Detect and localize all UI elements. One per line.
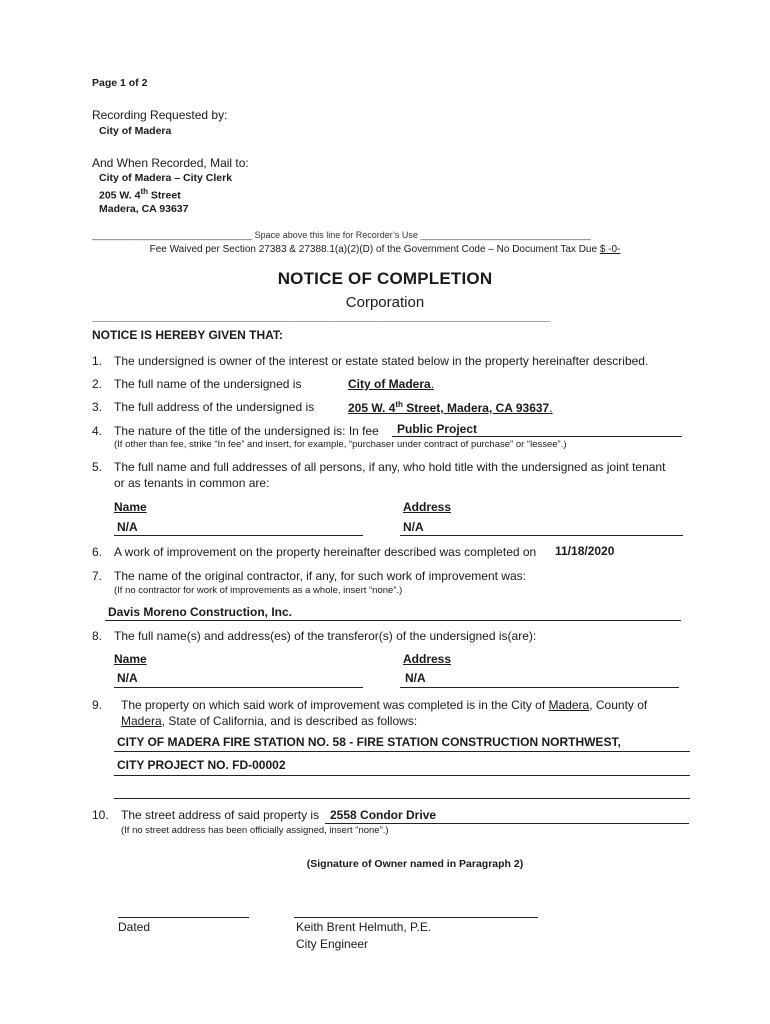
item-10-note: (If no street address has been officially assigned, insert “none”.) [121, 825, 389, 836]
dated-line [118, 917, 249, 918]
contractor-underline [105, 620, 681, 621]
street-address-underline [325, 823, 689, 824]
item-3-text: The full address of the undersigned is [114, 400, 315, 414]
street-address-value: 2558 Condor Drive [330, 808, 437, 822]
mail-to-line1: City of Madera – City Clerk [99, 172, 233, 184]
item-9-text-line2: Madera, State of California, and is described as follows: [121, 714, 418, 728]
item-8-number: 8. [92, 629, 103, 643]
item-7-number: 7. [92, 569, 103, 583]
item-8-address-underline [400, 687, 679, 688]
item-5-name-value: N/A [117, 520, 138, 534]
recording-requested-by: City of Madera [99, 125, 172, 137]
item-4-text: The nature of the title of the undersigned is: In fee [114, 424, 379, 438]
item-5-address-value: N/A [403, 520, 424, 534]
item-8-address-label: Address [403, 652, 452, 666]
item-1-number: 1. [92, 354, 103, 368]
owner-name-value: City of Madera. [348, 377, 435, 391]
property-description-line2: CITY PROJECT NO. FD-00002 [117, 758, 286, 772]
item-5-name-underline [114, 535, 363, 536]
owner-address-value: 205 W. 4th Street, Madera, CA 93637. [348, 400, 553, 415]
item-8-text: The full name(s) and address(es) of the transferor(s) of the undersigned is(are): [114, 629, 537, 643]
item-3-number: 3. [92, 400, 103, 414]
item-4-number: 4. [92, 424, 103, 438]
item-9-number: 9. [92, 698, 103, 712]
property-description-underline3 [114, 798, 690, 799]
title-nature-underline [392, 436, 682, 437]
item-6-text: A work of improvement on the property hereinafter described was completed on [114, 545, 537, 559]
item-4-note: (If other than fee, strike “In fee” and insert, for example, “purchaser under contract of purchase” or “lessee”.) [114, 439, 567, 450]
item-5-text-line2: or as tenants in common are: [114, 476, 270, 490]
page-subtitle: Corporation [345, 294, 425, 311]
item-5-address-underline [400, 535, 683, 536]
property-description-underline1 [114, 751, 690, 752]
item-5-text-line1: The full name and full addresses of all persons, if any, who hold title with the undersigned as joint tenant [114, 460, 666, 474]
notice-heading: NOTICE IS HEREBY GIVEN THAT: [92, 328, 283, 342]
dated-label: Dated [118, 920, 151, 934]
title-nature-value: Public Project [397, 422, 478, 436]
item-2-number: 2. [92, 377, 103, 391]
signer-name: Keith Brent Helmuth, P.E. [296, 920, 432, 934]
item-8-name-underline [114, 687, 363, 688]
item-10-text: The street address of said property is [121, 808, 320, 822]
fee-waived-note: Fee Waived per Section 27383 & 27388.1(a)(2)(D) of the Government Code – No Document Tax Due $ -0- [149, 244, 621, 255]
item-1-text: The undersigned is owner of the interest or estate stated below in the property hereinafter described. [114, 354, 649, 368]
signer-title: City Engineer [296, 937, 369, 951]
page-title: NOTICE OF COMPLETION [277, 269, 493, 288]
mail-to-label: And When Recorded, Mail to: [92, 156, 249, 170]
item-7-note: (If no contractor for work of improvements as a whole, insert “none”.) [114, 585, 403, 596]
property-description-line1: CITY OF MADERA FIRE STATION NO. 58 - FIRE STATION CONSTRUCTION NORTHWEST, [117, 735, 621, 749]
page-number: Page 1 of 2 [92, 77, 148, 89]
item-10-number: 10. [92, 808, 109, 822]
item-6-number: 6. [92, 545, 103, 559]
item-9-text-line1: The property on which said work of improvement was completed is in the City of Madera, County of [121, 698, 648, 712]
item-8-name-value: N/A [117, 671, 138, 685]
recorder-space-line: ________________________________ Space above this line for Recorder’s Use __________________________________ [92, 230, 591, 240]
item-2-text: The full name of the undersigned is [114, 377, 302, 391]
item-5-name-label: Name [114, 500, 147, 514]
property-description-underline2 [114, 775, 690, 776]
divider: _______________________________________________________________________________________________________ [92, 313, 551, 322]
mail-to-line3: Madera, CA 93637 [99, 203, 189, 215]
completion-date-value: 11/18/2020 [555, 544, 615, 558]
item-5-number: 5. [92, 460, 103, 474]
signature-line [294, 917, 538, 918]
recording-requested-label: Recording Requested by: [92, 108, 228, 122]
contractor-name-value: Davis Moreno Construction, Inc. [108, 605, 293, 619]
item-8-address-value: N/A [405, 671, 426, 685]
mail-to-line2: 205 W. 4th Street [99, 187, 181, 202]
signature-heading: (Signature of Owner named in Paragraph 2) [306, 858, 524, 870]
item-7-text: The name of the original contractor, if any, for such work of improvement was: [114, 569, 526, 583]
item-8-name-label: Name [114, 652, 147, 666]
item-5-address-label: Address [403, 500, 452, 514]
